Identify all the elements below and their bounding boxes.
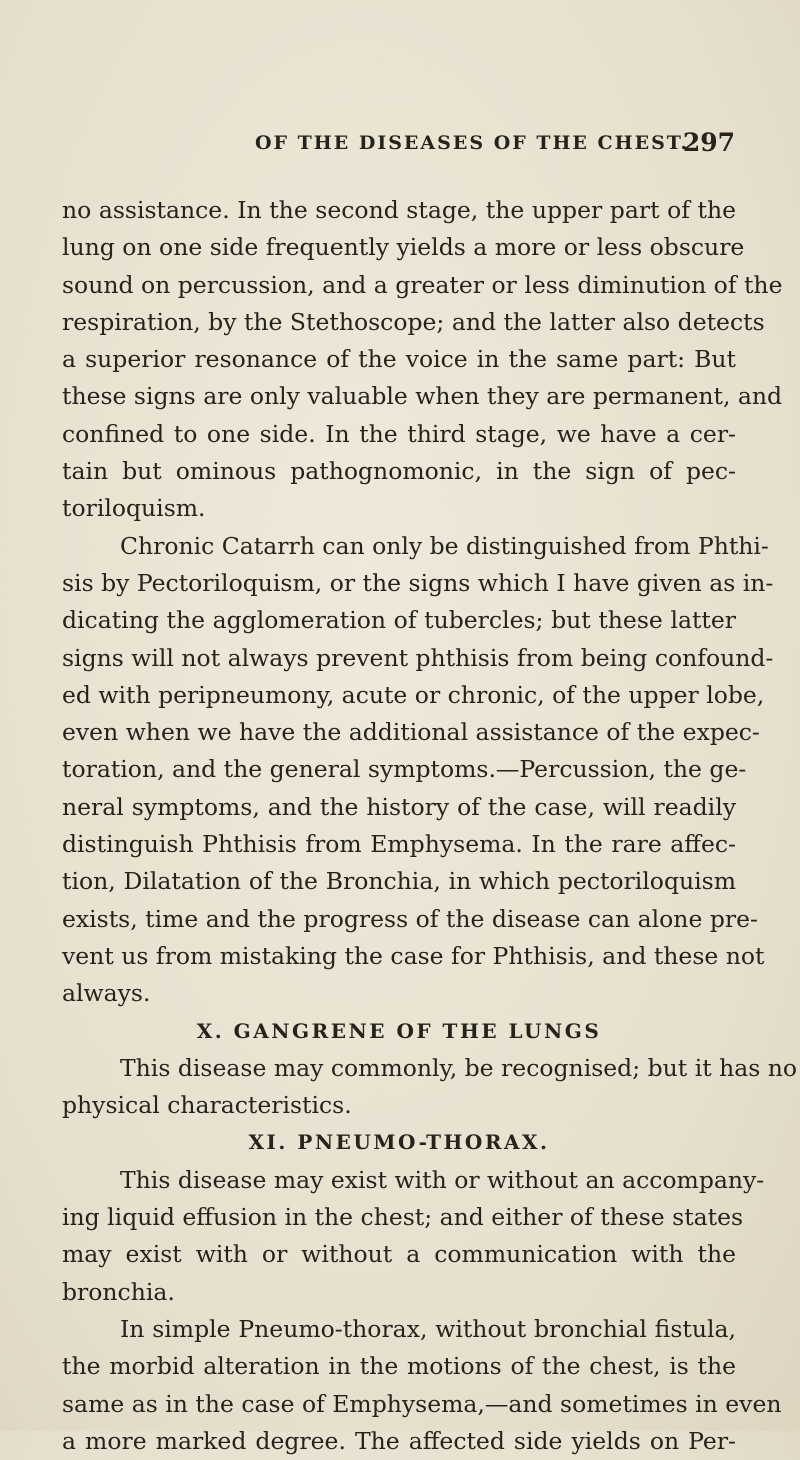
text-line: toriloquism. [62, 494, 206, 523]
paragraph-start-line: This disease may exist with or without an accompany- [120, 1165, 765, 1194]
text-line: a superior resonance of the voice in the same part: But [62, 345, 736, 374]
text-line: always. [62, 979, 151, 1008]
text-line: respiration, by the Stethoscope; and the latter also detects [62, 307, 765, 336]
paragraph-start-line: In simple Pneumo-thorax, without bronchial fistula, [120, 1314, 736, 1343]
text-line: physical characteristics. [62, 1091, 352, 1120]
running-title: OF THE DISEASES OF THE CHEST. [255, 132, 690, 154]
text-line: a more marked degree. The affected side yields on Per- [62, 1426, 736, 1455]
text-line: even when we have the additional assistance of the expec- [62, 718, 760, 747]
paragraph-start-line: Chronic Catarrh can only be distinguished from Phthi- [120, 531, 769, 560]
text-line: no assistance. In the second stage, the upper part of the [62, 196, 736, 224]
text-line: neral symptoms, and the history of the case, will readily [62, 792, 736, 821]
text-line: tain but ominous pathognomonic, in the sign of pec- [62, 457, 736, 486]
text-line: signs will not always prevent phthisis from being confound- [62, 643, 774, 672]
text-line: lung on one side frequently yields a more or less obscure [62, 233, 745, 262]
page-number: 297 [682, 128, 735, 157]
body-text [62, 192, 798, 1460]
text-line: the morbid alteration in the motions of the chest, is the [62, 1352, 736, 1381]
text-line: distinguish Phthisis from Emphysema. In the rare affec- [62, 830, 736, 859]
section-heading: XI. PNEUMO-THORAX. [248, 1130, 550, 1155]
text-line: toration, and the general symptoms.—Percussion, the ge- [62, 755, 747, 784]
paragraph-start-line: This disease may commonly, be recognised; but it has no [120, 1053, 798, 1082]
text-line: dicating the agglomeration of tubercles; but these latter [62, 606, 736, 635]
text-line: tion, Dilatation of the Bronchia, in which pectoriloquism [62, 867, 736, 896]
text-line: ed with peripneumony, acute or chronic, of the upper lobe, [62, 680, 765, 709]
text-line: ing liquid effusion in the chest; and either of these states [62, 1203, 744, 1232]
text-line: vent us from mistaking the case for Phthisis, and these not [62, 941, 765, 970]
text-line: bronchia. [62, 1277, 175, 1306]
text-line: exists, time and the progress of the disease can alone pre- [62, 904, 758, 933]
text-line: sound on percussion, and a greater or less diminution of the [62, 270, 783, 299]
text-line: sis by Pectoriloquism, or the signs which I have given as in- [62, 568, 774, 597]
text-line: same as in the case of Emphysema,—and sometimes in even [62, 1389, 782, 1418]
text-line: confined to one side. In the third stage, we have a cer- [62, 419, 736, 448]
section-heading: X. GANGRENE OF THE LUNGS [196, 1018, 602, 1043]
text-line: may exist with or without a communication with the [62, 1240, 736, 1269]
running-head [255, 128, 735, 162]
text-line: these signs are only valuable when they are permanent, and [62, 382, 783, 411]
